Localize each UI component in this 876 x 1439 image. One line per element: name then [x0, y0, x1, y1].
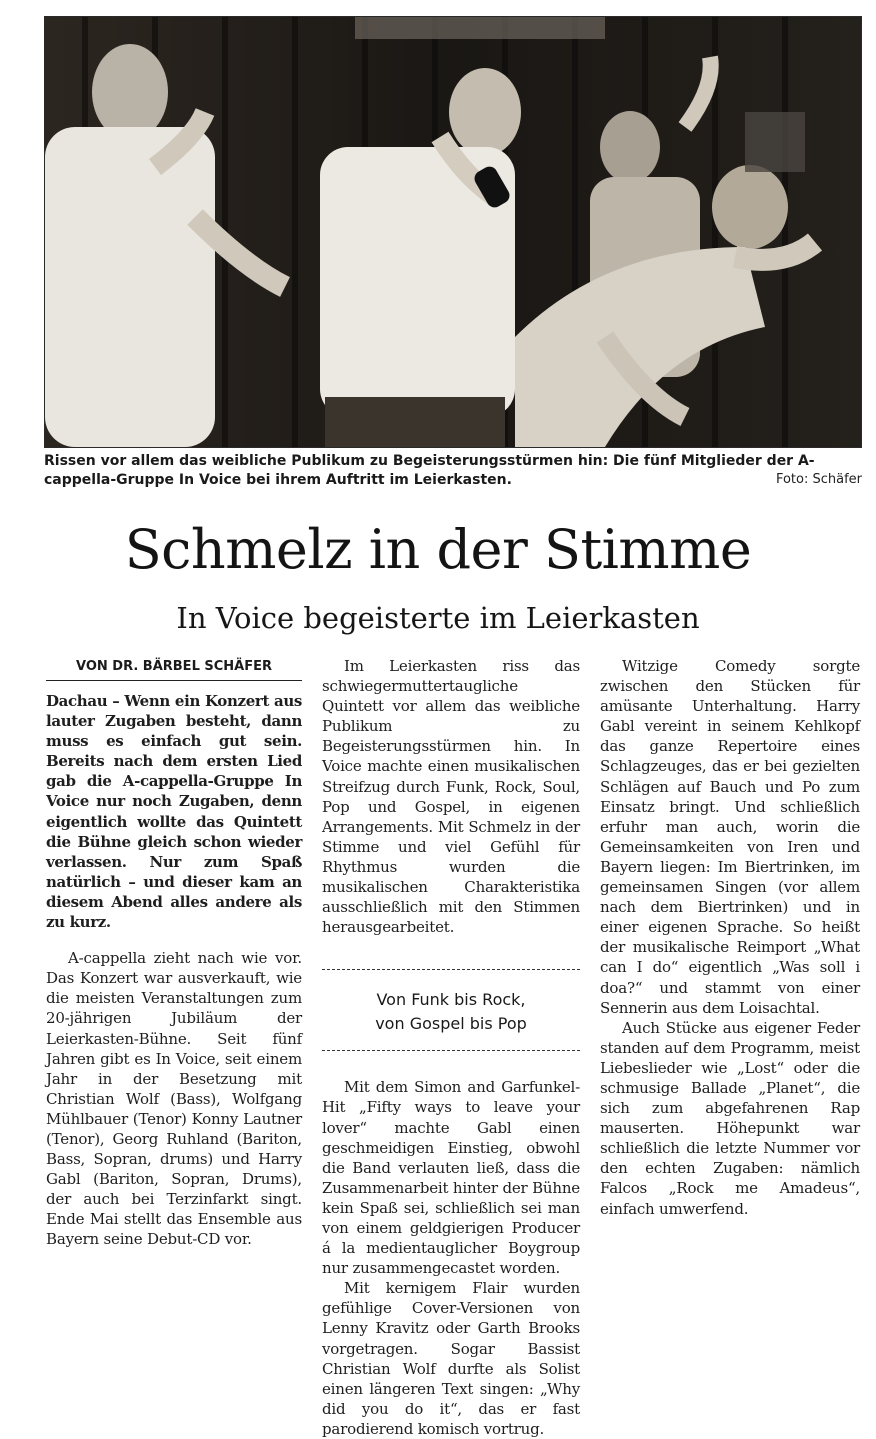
- headline: Schmelz in der Stimme: [124, 518, 752, 581]
- pull-quote-line-2: von Gospel bis Pop: [375, 1014, 527, 1034]
- body-paragraph-5: Witzige Comedy sorgte zwischen den Stücken für amüsante Unterhaltung. Harry Gabl vereint in seinem Kehlkopf das ganze Repertoire eines Schlagzeuges, das er bei gezielten Schlägen auf Bauch und Po zum Einsatz bringt. Und schließlich erfuhr man auch, worin die Gemeinsamkeiten von Iren und Bayern liegen: Im Biertrinken, im gemeinsamen Singen (vor allem nach dem Biertrinken) und in einer eigenen Sprache. So heißt der musikalische Reimport „What can I do“ eigentlich „Was soll i doa?“ und stammt von einer Sennerin aus dem Loisachtal.: [600, 657, 860, 1017]
- body-paragraph-2: Im Leierkasten riss das schwiegermuttertaugliche Quintett vor allem das weibliche Publikum zu Begeisterungsstürmen hin. In Voice machte einen musikalischen Streifzug durch Funk, Rock, Soul, Pop und Gospel, in eigenen Arrangements. Mit Schmelz in der Stimme und viel Gefühl für Rhythmus wurden die musikalischen Charakteristika ausschließlich mit den Stimmen herausgearbeitet.: [322, 657, 580, 937]
- photo-a-cappella-group-on-stage: [45, 17, 861, 447]
- body-paragraph-4: Mit kernigem Flair wurden gefühlige Cover-Versionen von Lenny Kravitz oder Garth Brooks vorgetragen. Sogar Bassist Christian Wolf durfte als Solist einen längeren Text singen: „Why did you do it“, das er fast parodierend komisch vortrug.: [322, 1279, 580, 1438]
- body-paragraph-3: Mit dem Simon and Garfunkel-Hit „Fifty ways to leave your lover“ machte Gabl einen geschmeidigen Einstieg, obwohl die Band verlauten ließ, dass die Zusammenarbeit hinter der Bühne kein Spaß sei, schließlich sei man von einem geldgierigen Producer á la medientauglicher Boygroup nur zusammengecastet worden.: [322, 1078, 580, 1278]
- lead-paragraph: Dachau – Wenn ein Konzert aus lauter Zugaben besteht, dann muss es einfach gut sein. Bereits nach dem ersten Lied gab die A-cappella-Gruppe In Voice nur noch Zugaben, denn eigentlich wollte das Quintett die Bühne gleich schon wieder verlassen. Nur zum Spaß natürlich – und dieser kam an diesem Abend alles andere als zu kurz.: [46, 692, 302, 932]
- column-1: [46, 656, 302, 1250]
- byline-rule: [46, 680, 302, 681]
- body-paragraph-1: A-cappella zieht nach wie vor. Das Konzert war ausverkauft, wie die meisten Veranstaltungen zum 20-jährigen Jubiläum der Leierkasten-Bühne. Seit fünf Jahren gibt es In Voice, seit einem Jahr in der Besetzung mit Christian Wolf (Bass), Wolfgang Mühlbauer (Tenor) Konny Lautner (Tenor), Georg Ruhland (Bariton, Bass, Sopran, drums) und Harry Gabl (Bariton, Sopran, Drums), der auch bei Terzinfarkt singt. Ende Mai stellt das Ensemble aus Bayern seine Debut-CD vor.: [46, 949, 302, 1249]
- subheadline: In Voice begeisterte im Leierkasten: [176, 601, 700, 635]
- pull-quote: [322, 969, 580, 1051]
- article-photo: [44, 16, 862, 448]
- body-paragraph-6: Auch Stücke aus eigener Feder standen auf dem Programm, meist Liebeslieder wie „Lost“ oder die schmusige Ballade „Planet“, die sich zum abgefahrenen Rap mauserten. Höhepunkt war schließlich die letzte Nummer vor den echten Zugaben: nämlich Falcos „Rock me Amadeus“, einfach umwerfend.: [600, 1018, 860, 1218]
- photo-credit: Foto: Schäfer: [775, 472, 862, 487]
- photo-caption: Rissen vor allem das weibliche Publikum zu Begeisterungsstürmen hin: Die fünf Mitglieder der A-cappella-Gruppe In Voice bei ihrem Auftritt im Leierkasten.: [44, 453, 815, 488]
- paragraph-gap: [46, 932, 302, 948]
- column-2: [322, 656, 580, 1439]
- pull-quote-line-1: Von Funk bis Rock,: [376, 990, 526, 1010]
- column-3: [600, 656, 860, 1219]
- byline: VON DR. BÄRBEL SCHÄFER: [76, 659, 272, 674]
